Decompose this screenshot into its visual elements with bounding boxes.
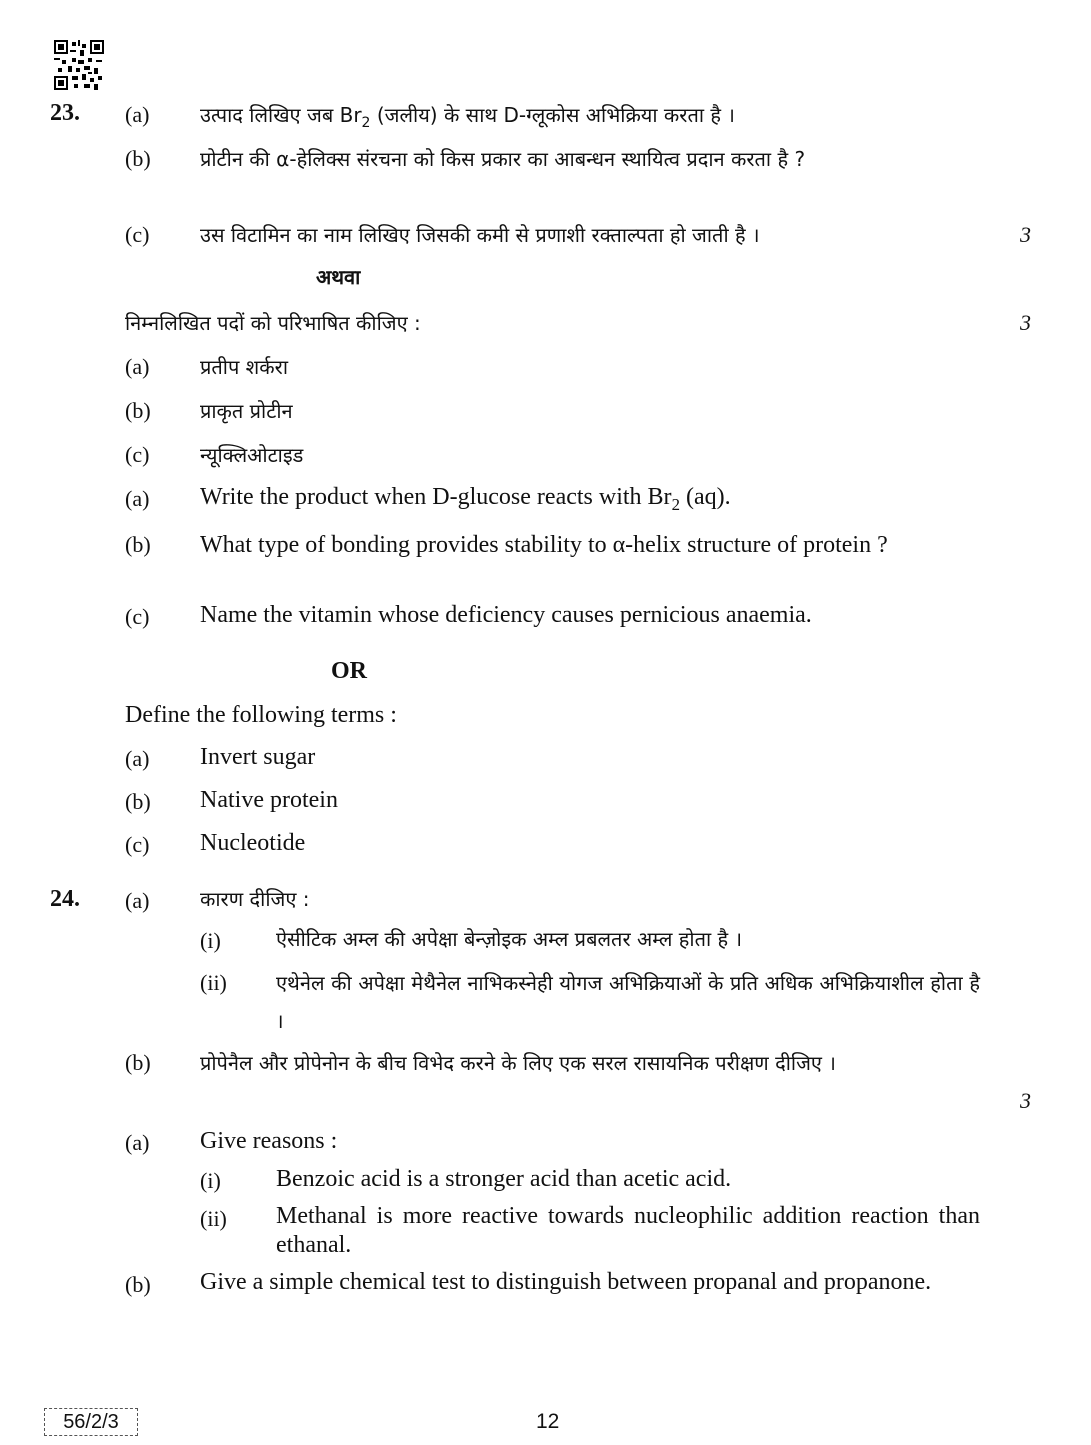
question-text: Give reasons : [200, 1128, 338, 1154]
or-separator: अथवा [316, 265, 361, 289]
question-text: Name the vitamin whose deficiency causes pernicious anaemia. [200, 602, 812, 628]
question-number: 24. [50, 886, 80, 912]
question-text: Methanal is more reactive towards nucleophilic addition reaction than ethanal. [276, 1203, 980, 1258]
part-label: (a) [125, 746, 150, 771]
part-label: (b) [125, 789, 151, 814]
question-text [200, 100, 980, 138]
part-label: (a) [125, 102, 150, 127]
question-text: What type of bonding provides stability to α-helix structure of protein ? [200, 532, 888, 558]
term-text: प्राकृत प्रोटीन [200, 399, 293, 423]
subscript: 2 [671, 494, 680, 514]
term-text: प्रतीप शर्करा [200, 355, 288, 379]
question-text: एथेनेल की अपेक्षा मेथैनेल नाभिकस्नेही योगज अभिक्रियाओं के प्रति अधिक अभिक्रियाशील होता है । [276, 971, 980, 1033]
part-label: (a) [125, 354, 150, 379]
question-text [200, 482, 980, 520]
part-label: (b) [125, 398, 151, 423]
or-separator: OR [331, 658, 367, 684]
text-fragment: (जलीय) के साथ D-ग्लूकोस अभिक्रिया करता है । [370, 103, 735, 127]
part-label: (a) [125, 888, 150, 913]
question-text: कारण दीजिए : [200, 887, 310, 911]
subscript: 2 [361, 114, 371, 131]
question-text: Give a simple chemical test to distinguish between propanal and propanone. [200, 1269, 932, 1295]
part-label: (c) [125, 222, 150, 247]
subpart-label: (i) [200, 928, 221, 953]
term-text: Nucleotide [200, 830, 306, 856]
text-fragment: Write the product when D-glucose reacts with Br [200, 484, 672, 510]
term-text: Native protein [200, 787, 338, 813]
marks: 3 [1020, 310, 1031, 335]
term-text: न्यूक्लिओटाइड [200, 443, 304, 467]
qr-code-icon [54, 40, 104, 90]
part-label: (b) [125, 532, 151, 557]
question-text: प्रोटीन की α-हेलिक्स संरचना को किस प्रकार का आबन्धन स्थायित्व प्रदान करता है ? [200, 147, 806, 171]
marks: 3 [1020, 222, 1031, 247]
paper-code: 56/2/3 [44, 1408, 138, 1436]
subpart-label: (ii) [200, 970, 227, 995]
instruction-text: निम्नलिखित पदों को परिभाषित कीजिए : [125, 311, 421, 335]
marks: 3 [1020, 1088, 1031, 1113]
part-label: (b) [125, 1272, 151, 1297]
part-label: (c) [125, 442, 150, 467]
part-label: (a) [125, 486, 150, 511]
part-label: (c) [125, 604, 150, 629]
page-number: 12 [536, 1410, 560, 1433]
subpart-label: (i) [200, 1168, 221, 1193]
subpart-label: (ii) [200, 1206, 227, 1231]
question-text: प्रोपेनैल और प्रोपेनोन के बीच विभेद करने के लिए एक सरल रासायनिक परीक्षण दीजिए । [200, 1051, 836, 1075]
part-label: (b) [125, 146, 151, 171]
text-fragment: उत्पाद लिखिए जब Br [200, 103, 362, 127]
instruction-text: Define the following terms : [125, 702, 397, 728]
part-label: (a) [125, 1130, 150, 1155]
question-text: Benzoic acid is a stronger acid than acetic acid. [276, 1166, 732, 1192]
part-label: (b) [125, 1050, 151, 1075]
term-text: Invert sugar [200, 744, 316, 770]
part-label: (c) [125, 832, 150, 857]
question-text: उस विटामिन का नाम लिखिए जिसकी कमी से प्रणाशी रक्ताल्पता हो जाती है । [200, 223, 760, 247]
question-text: ऐसीटिक अम्ल की अपेक्षा बेन्ज़ोइक अम्ल प्रबलतर अम्ल होता है । [276, 927, 743, 951]
text-fragment: (aq). [679, 484, 731, 510]
question-number: 23. [50, 100, 80, 126]
